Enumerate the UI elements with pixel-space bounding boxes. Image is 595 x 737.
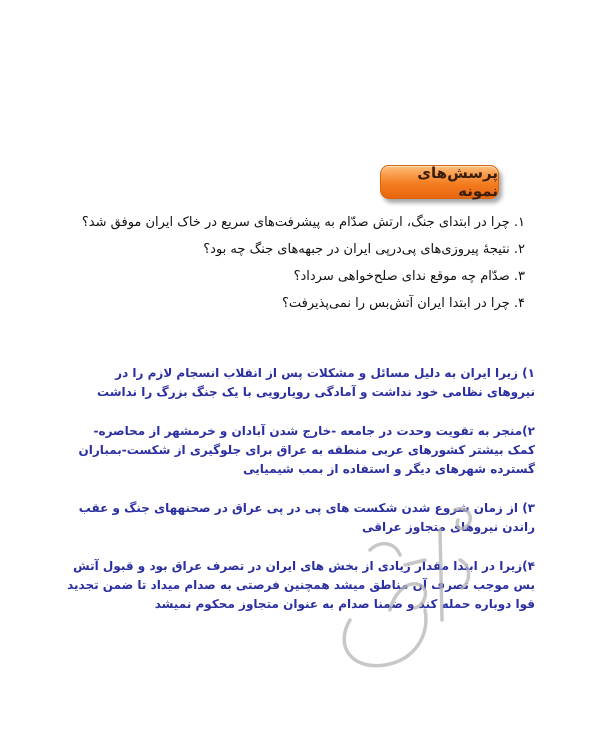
question-item: ۱. چرا در ابتدای جنگ، ارتش صدّام به پیشرفت‌های سریع در خاک ایران موفق شد؟ [81, 215, 525, 230]
answer-item: ۳) از زمان شروع شدن شکست های پی در پی عراق در صحنههای جنگ و عقب راندن نیروهای متجاوز عراقی [78, 501, 535, 534]
answer-list [65, 364, 535, 634]
answer-item: ۲)منجر به تقویت وحدت در جامعه -خارج شدن آبادان و خرمشهر از محاصره- کمک بیشتر کشورهای عربی منطقه به عراق برای جلوگیری از شکست-بمباران گسترده شهرهای دیگر و استفاده از بمب شیمیایی [78, 424, 535, 476]
question-list [81, 209, 525, 317]
section-badge [380, 165, 499, 199]
section-badge-label: پرسش‌های نمونه [417, 164, 498, 200]
question-item: ۲. نتیجهٔ پیروزی‌های پی‌درپی ایران در جبهه‌های جنگ چه بود؟ [203, 242, 525, 257]
question-item: ۴. چرا در ابتدا ایران آتش‌بس را نمی‌پذیرفت؟ [281, 296, 525, 311]
question-item: ۳. صدّام چه موقع ندای صلح‌خواهی سرداد؟ [293, 269, 525, 284]
answer-item: ۴)زیرا در ابتدا مقدار زیادی از بخش های ایران در تصرف عراق بود و قبول آتش بس موجب تصرف آن مناطق میشد همچنین فرصتی به صدام میداد تا ضمن تجدید قوا دوباره حمله کند و ضمنا صدام به عنوان متجاوز محکوم نمیشد [67, 559, 535, 611]
answer-item: ۱) زیرا ایران به دلیل مسائل و مشکلات پس از انقلاب انسجام لازم را در نیروهای نظامی خود نداشت و آمادگی رویارویی با یک جنگ بزرگ را نداشت [97, 366, 535, 399]
